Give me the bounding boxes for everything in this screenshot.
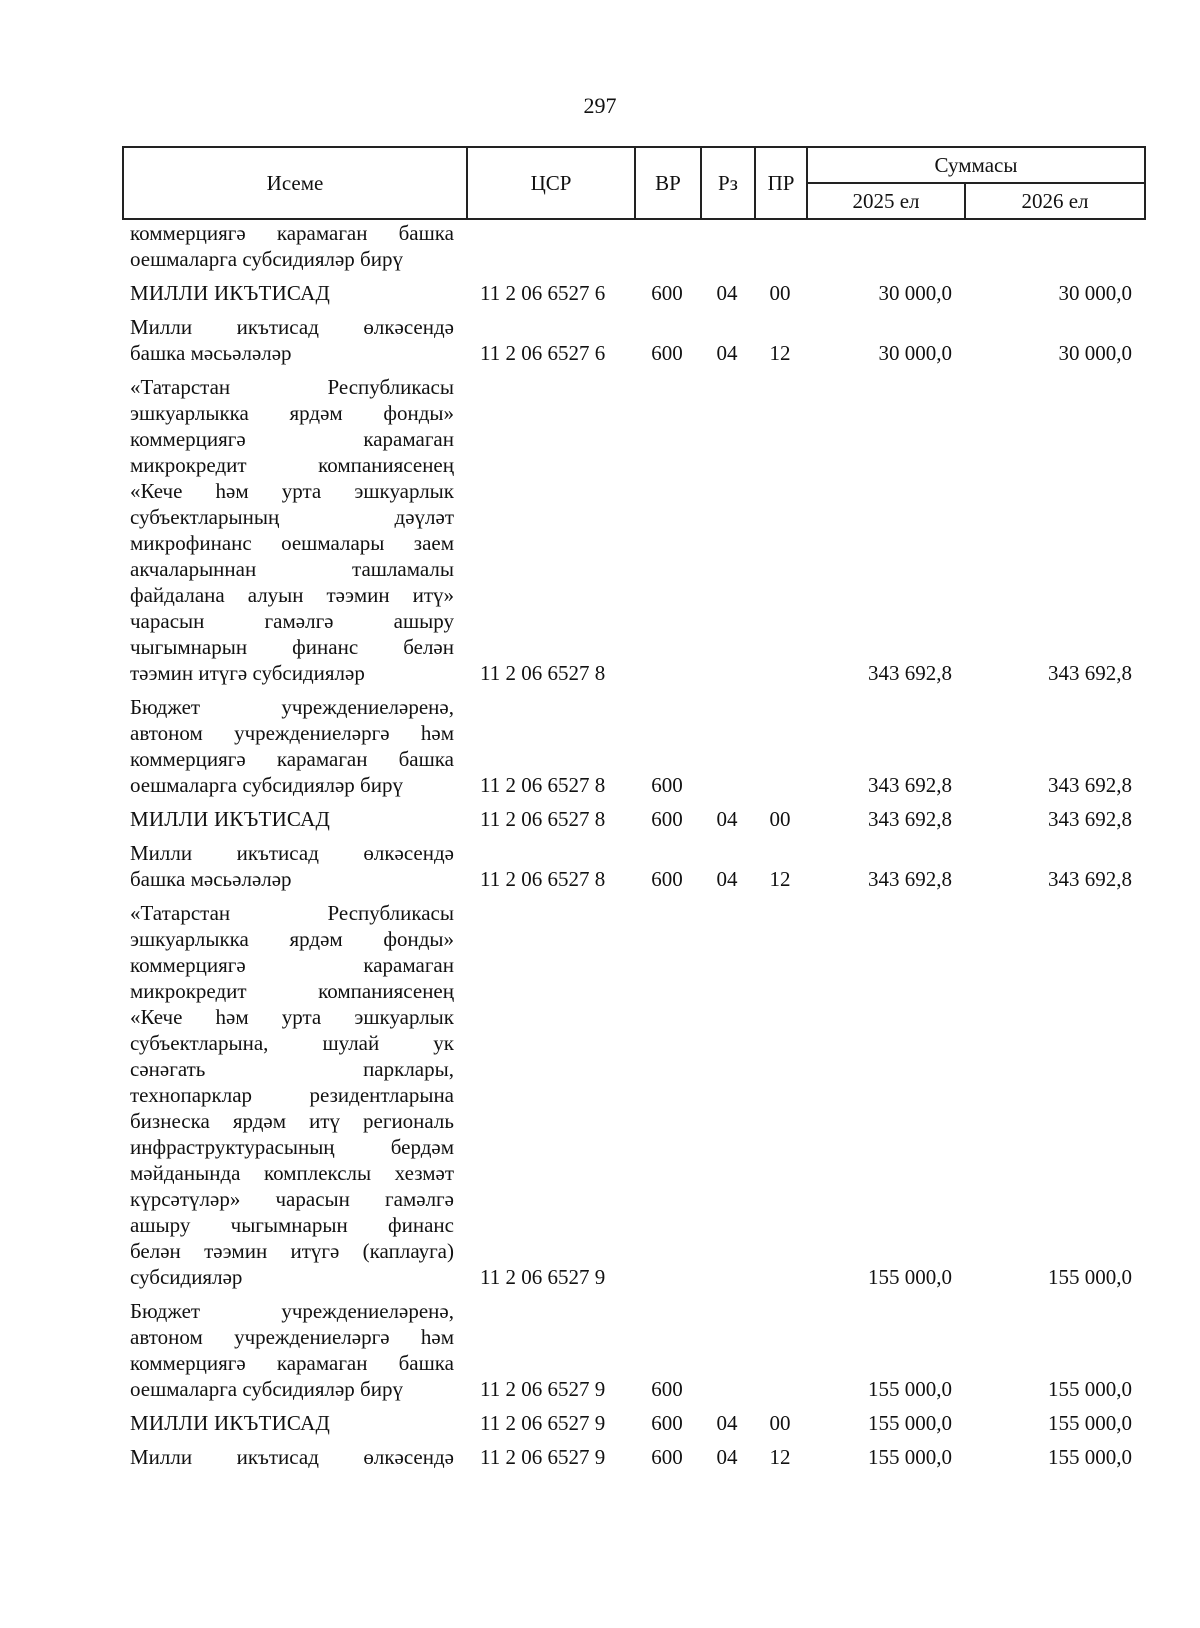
row-amount-2025: 155 000,0: [868, 1411, 952, 1435]
row-pr: 12: [769, 867, 791, 891]
row-amount-2026: 155 000,0: [1048, 1377, 1132, 1401]
row-name-line: коммерциягә карамаган: [130, 953, 454, 977]
header-sums: Суммасы: [807, 147, 1145, 183]
row-name-line: күрсәтүләр» чарасын гамәлгә: [130, 1187, 454, 1211]
row-name-line: «Татарстан Республикасы: [130, 375, 454, 399]
row-csr: 11 2 06 6527 9: [480, 1445, 606, 1469]
row-rz: 04: [716, 341, 738, 365]
row-rz: [700, 686, 754, 798]
row-rz: 04: [716, 1445, 738, 1469]
row-amount-2025: 30 000,0: [878, 341, 952, 365]
row-amount-2026: 30 000,0: [1058, 281, 1132, 305]
row-csr: 11 2 06 6527 8: [480, 773, 606, 797]
row-pr: 00: [769, 807, 791, 831]
table-row: [122, 832, 1144, 892]
row-csr: 11 2 06 6527 6: [480, 341, 606, 365]
row-pr: [754, 220, 806, 272]
header-vr: ВР: [635, 147, 701, 219]
row-name-line: автоном учреждениеләргә һәм: [130, 721, 454, 745]
row-name: [122, 1436, 466, 1470]
row-pr: 12: [769, 1445, 791, 1469]
row-pr: 12: [769, 341, 791, 365]
row-name-line: инфраструктурасының бердәм: [130, 1135, 454, 1159]
row-name-line: Милли икътисад өлкәсендә: [130, 841, 454, 865]
row-rz: 04: [716, 281, 738, 305]
row-name: [122, 798, 466, 832]
row-name-line: коммерциягә карамаган башка: [130, 1351, 454, 1375]
row-amount-2026: 343 692,8: [1048, 773, 1132, 797]
budget-table: [122, 220, 1144, 1470]
row-rz: [700, 366, 754, 686]
row-rz: 04: [716, 1411, 738, 1435]
row-name-line: коммерциягә карамаган башка: [130, 221, 454, 245]
row-name-line: эшкуарлыкка ярдәм фонды»: [130, 927, 454, 951]
row-name: [122, 686, 466, 798]
page-number: 297: [583, 93, 617, 118]
row-vr: 600: [651, 773, 683, 797]
row-name-line: чыгымнарын финанс белән: [130, 635, 454, 659]
row-name-line: «Татарстан Республикасы: [130, 901, 454, 925]
row-vr: 600: [651, 1377, 683, 1401]
row-name-line: мәйданында комплекслы хезмәт: [130, 1161, 454, 1185]
row-pr: [754, 366, 806, 686]
table-body: [122, 220, 1144, 1470]
header-year-2025: 2025 ел: [807, 183, 965, 219]
row-rz: 04: [716, 867, 738, 891]
row-name-line: ашыру чыгымнарын финанс: [130, 1213, 454, 1237]
row-vr: 600: [651, 1445, 683, 1469]
row-amount-2026: 155 000,0: [1048, 1445, 1132, 1469]
row-name-line: Бюджет учреждениеләренә,: [130, 695, 454, 719]
row-vr: 600: [651, 807, 683, 831]
row-pr: [754, 892, 806, 1290]
row-name-line: МИЛЛИ ИКЪТИСАД: [130, 807, 330, 831]
row-name: [122, 832, 466, 892]
row-name-line: оешмаларга субсидияләр бирү: [130, 247, 403, 271]
table-row: [122, 892, 1144, 1290]
row-name-line: «Кече һәм урта эшкуарлык: [130, 479, 454, 503]
row-name-line: Милли икътисад өлкәсендә: [130, 315, 454, 339]
row-vr: [634, 892, 700, 1290]
table-row: [122, 686, 1144, 798]
row-vr: [634, 220, 700, 272]
row-name-line: микрофинанс оешмалары заем: [130, 531, 454, 555]
row-name-line: эшкуарлыкка ярдәм фонды»: [130, 401, 454, 425]
row-name-line: тәэмин итүгә субсидияләр: [130, 661, 365, 685]
row-name-line: коммерциягә карамаган башка: [130, 747, 454, 771]
row-amount-2025: 155 000,0: [868, 1445, 952, 1469]
row-name: [122, 272, 466, 306]
header-year-2026: 2026 ел: [965, 183, 1145, 219]
row-amount-2026: 155 000,0: [1048, 1265, 1132, 1289]
row-amount-2026: [964, 220, 1144, 272]
row-amount-2026: 343 692,8: [1048, 661, 1132, 685]
row-name-line: МИЛЛИ ИКЪТИСАД: [130, 281, 330, 305]
row-amount-2025: 30 000,0: [878, 281, 952, 305]
row-amount-2025: 155 000,0: [868, 1377, 952, 1401]
row-name-line: субсидияләр: [130, 1265, 243, 1289]
table-row: [122, 366, 1144, 686]
row-rz: [700, 892, 754, 1290]
row-amount-2026: 343 692,8: [1048, 867, 1132, 891]
row-csr: 11 2 06 6527 9: [480, 1265, 606, 1289]
row-amount-2026: 155 000,0: [1048, 1411, 1132, 1435]
row-name-line: Бюджет учреждениеләренә,: [130, 1299, 454, 1323]
row-vr: 600: [651, 341, 683, 365]
row-amount-2025: 155 000,0: [868, 1265, 952, 1289]
row-name: [122, 366, 466, 686]
row-amount-2025: 343 692,8: [868, 773, 952, 797]
row-amount-2026: 343 692,8: [1048, 807, 1132, 831]
row-name: [122, 220, 466, 272]
row-name-line: бизнеска ярдәм итү региональ: [130, 1109, 454, 1133]
row-name-line: технопарклар резидентларына: [130, 1083, 454, 1107]
row-amount-2025: [806, 220, 964, 272]
row-csr: 11 2 06 6527 6: [480, 281, 606, 305]
row-vr: 600: [651, 1411, 683, 1435]
row-name: [122, 892, 466, 1290]
row-amount-2026: 30 000,0: [1058, 341, 1132, 365]
row-name-line: башка мәсьәләләр: [130, 341, 292, 365]
row-name: [122, 306, 466, 366]
header-name: Исеме: [123, 147, 467, 219]
row-csr: 11 2 06 6527 8: [480, 807, 606, 831]
row-vr: 600: [651, 867, 683, 891]
header-rz: Рз: [701, 147, 755, 219]
row-name-line: оешмаларга субсидияләр бирү: [130, 1377, 403, 1401]
table-header: [122, 146, 1146, 220]
row-name-line: микрокредит компаниясенең: [130, 453, 454, 477]
table-row: [122, 272, 1144, 306]
row-name-line: файдалана алуын тәэмин итү»: [130, 583, 454, 607]
row-name-line: «Кече һәм урта эшкуарлык: [130, 1005, 454, 1029]
row-name-line: субъектларына, шулай ук: [130, 1031, 454, 1055]
table-row: [122, 220, 1144, 272]
row-pr: [754, 686, 806, 798]
row-csr: 11 2 06 6527 9: [480, 1411, 606, 1435]
row-name-line: оешмаларга субсидияләр бирү: [130, 773, 403, 797]
row-name-line: субъектларының дәүләт: [130, 505, 454, 529]
table-row: [122, 1290, 1144, 1402]
table-row: [122, 1436, 1144, 1470]
row-name-line: коммерциягә карамаган: [130, 427, 454, 451]
row-name-line: микрокредит компаниясенең: [130, 979, 454, 1003]
row-csr: 11 2 06 6527 8: [480, 867, 606, 891]
row-name-line: сәнәгать парклары,: [130, 1057, 454, 1081]
row-name-line: МИЛЛИ ИКЪТИСАД: [130, 1411, 330, 1435]
row-pr: [754, 1290, 806, 1402]
row-pr: 00: [769, 1411, 791, 1435]
table-row: [122, 306, 1144, 366]
row-name-line: чарасын гамәлгә ашыру: [130, 609, 454, 633]
row-name-line: белән тәэмин итүгә (каплауга): [130, 1239, 454, 1263]
header-pr: ПР: [755, 147, 807, 219]
row-csr: 11 2 06 6527 9: [480, 1377, 606, 1401]
row-vr: [634, 366, 700, 686]
row-name-line: башка мәсьәләләр: [130, 867, 292, 891]
row-rz: [700, 1290, 754, 1402]
row-name-line: акчаларыннан ташламалы: [130, 557, 454, 581]
row-vr: 600: [651, 281, 683, 305]
header-csr: ЦСР: [467, 147, 635, 219]
row-rz: 04: [716, 807, 738, 831]
row-amount-2025: 343 692,8: [868, 807, 952, 831]
row-csr: 11 2 06 6527 8: [480, 661, 606, 685]
row-name: [122, 1402, 466, 1436]
row-amount-2025: 343 692,8: [868, 867, 952, 891]
row-name: [122, 1290, 466, 1402]
row-pr: 00: [769, 281, 791, 305]
row-csr: [466, 220, 634, 272]
row-name-line: Милли икътисад өлкәсендә: [130, 1445, 454, 1469]
row-rz: [700, 220, 754, 272]
table-row: [122, 1402, 1144, 1436]
table-row: [122, 798, 1144, 832]
row-name-line: автоном учреждениеләргә һәм: [130, 1325, 454, 1349]
row-amount-2025: 343 692,8: [868, 661, 952, 685]
